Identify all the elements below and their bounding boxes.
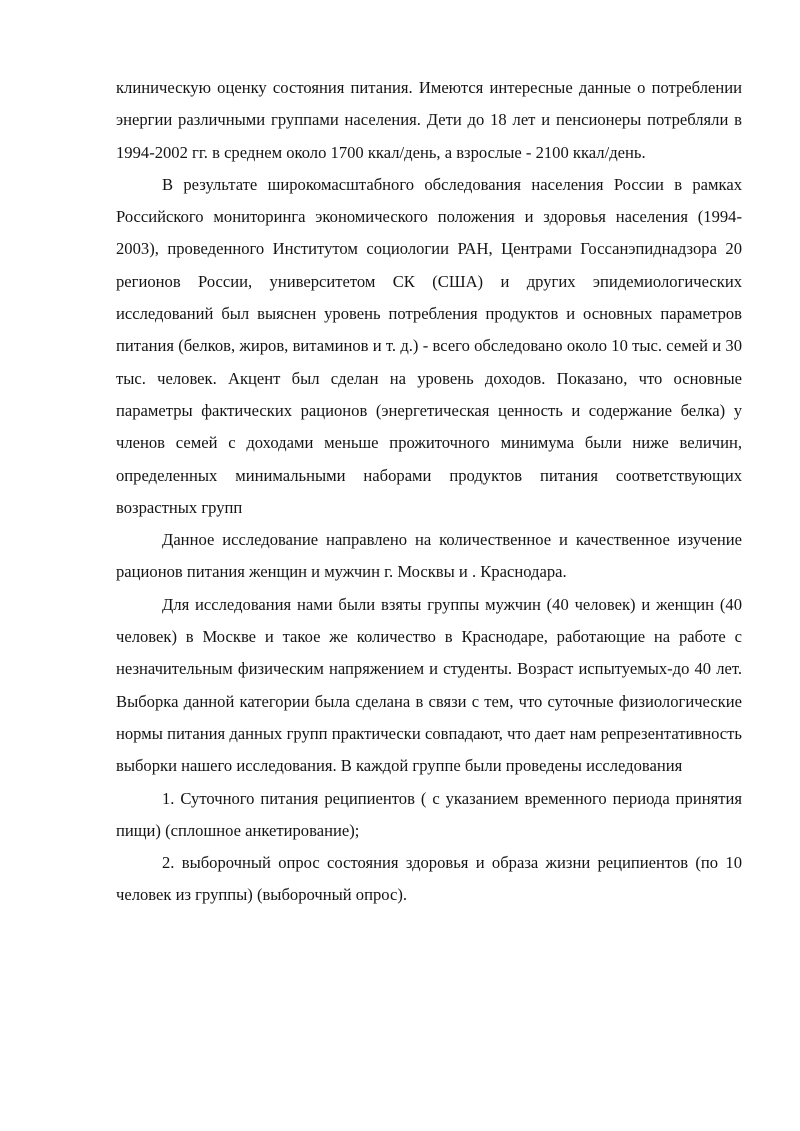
document-body [116, 72, 742, 912]
list-item-1: 1. Суточного питания реципиентов ( с указанием временного периода принятия пищи) (сплошное анкетирование); [116, 788, 742, 840]
paragraph-2: В результате широкомасштабного обследования населения России в рамках Российского мониторинга экономического положения и здоровья населения (1994-2003), проведенного Институтом социологии РАН, Центрами Госсанэпиднадзора 20 регионов России, университетом СК (США) и других эпидемиологических исследований был выяснен уровень потребления продуктов и основных параметров питания (белков, жиров, витаминов и т. д.) - всего обследовано около 10 тыс. семей и 30 тыс. человек. Акцент был сделан на уровень доходов. Показано, что основные параметры фактических рационов (энергетическая ценность и содержание белка) у членов семей с доходами меньше прожиточного минимума были ниже величин, определенных минимальными наборами продуктов питания соответствующих возрастных групп [116, 174, 742, 517]
list-item-2: 2. выборочный опрос состояния здоровья и образа жизни реципиентов (по 10 человек из группы) (выборочный опрос). [116, 853, 742, 905]
paragraph-4: Для исследования нами были взяты группы мужчин (40 человек) и женщин (40 человек) в Москве и такое же количество в Краснодаре, работающие на работе с незначительным физическим напряжением и студенты. Возраст испытуемых-до 40 лет. Выборка данной категории была сделана в связи с тем, что суточные физиологические нормы питания данных групп практически совпадают, что дает нам репрезентативность выборки нашего исследования. В каждой группе были проведены исследования [116, 594, 742, 776]
paragraph-3: Данное исследование направлено на количественное и качественное изучение рационов питания женщин и мужчин г. Москвы и . Краснодара. [116, 530, 742, 582]
paragraph-1: клиническую оценку состояния питания. Имеются интересные данные о потреблении энергии различными группами населения. Дети до 18 лет и пенсионеры потребляли в 1994-2002 гг. в среднем около 1700 ккал/день, а взрослые - 2100 ккал/день. [116, 78, 742, 162]
